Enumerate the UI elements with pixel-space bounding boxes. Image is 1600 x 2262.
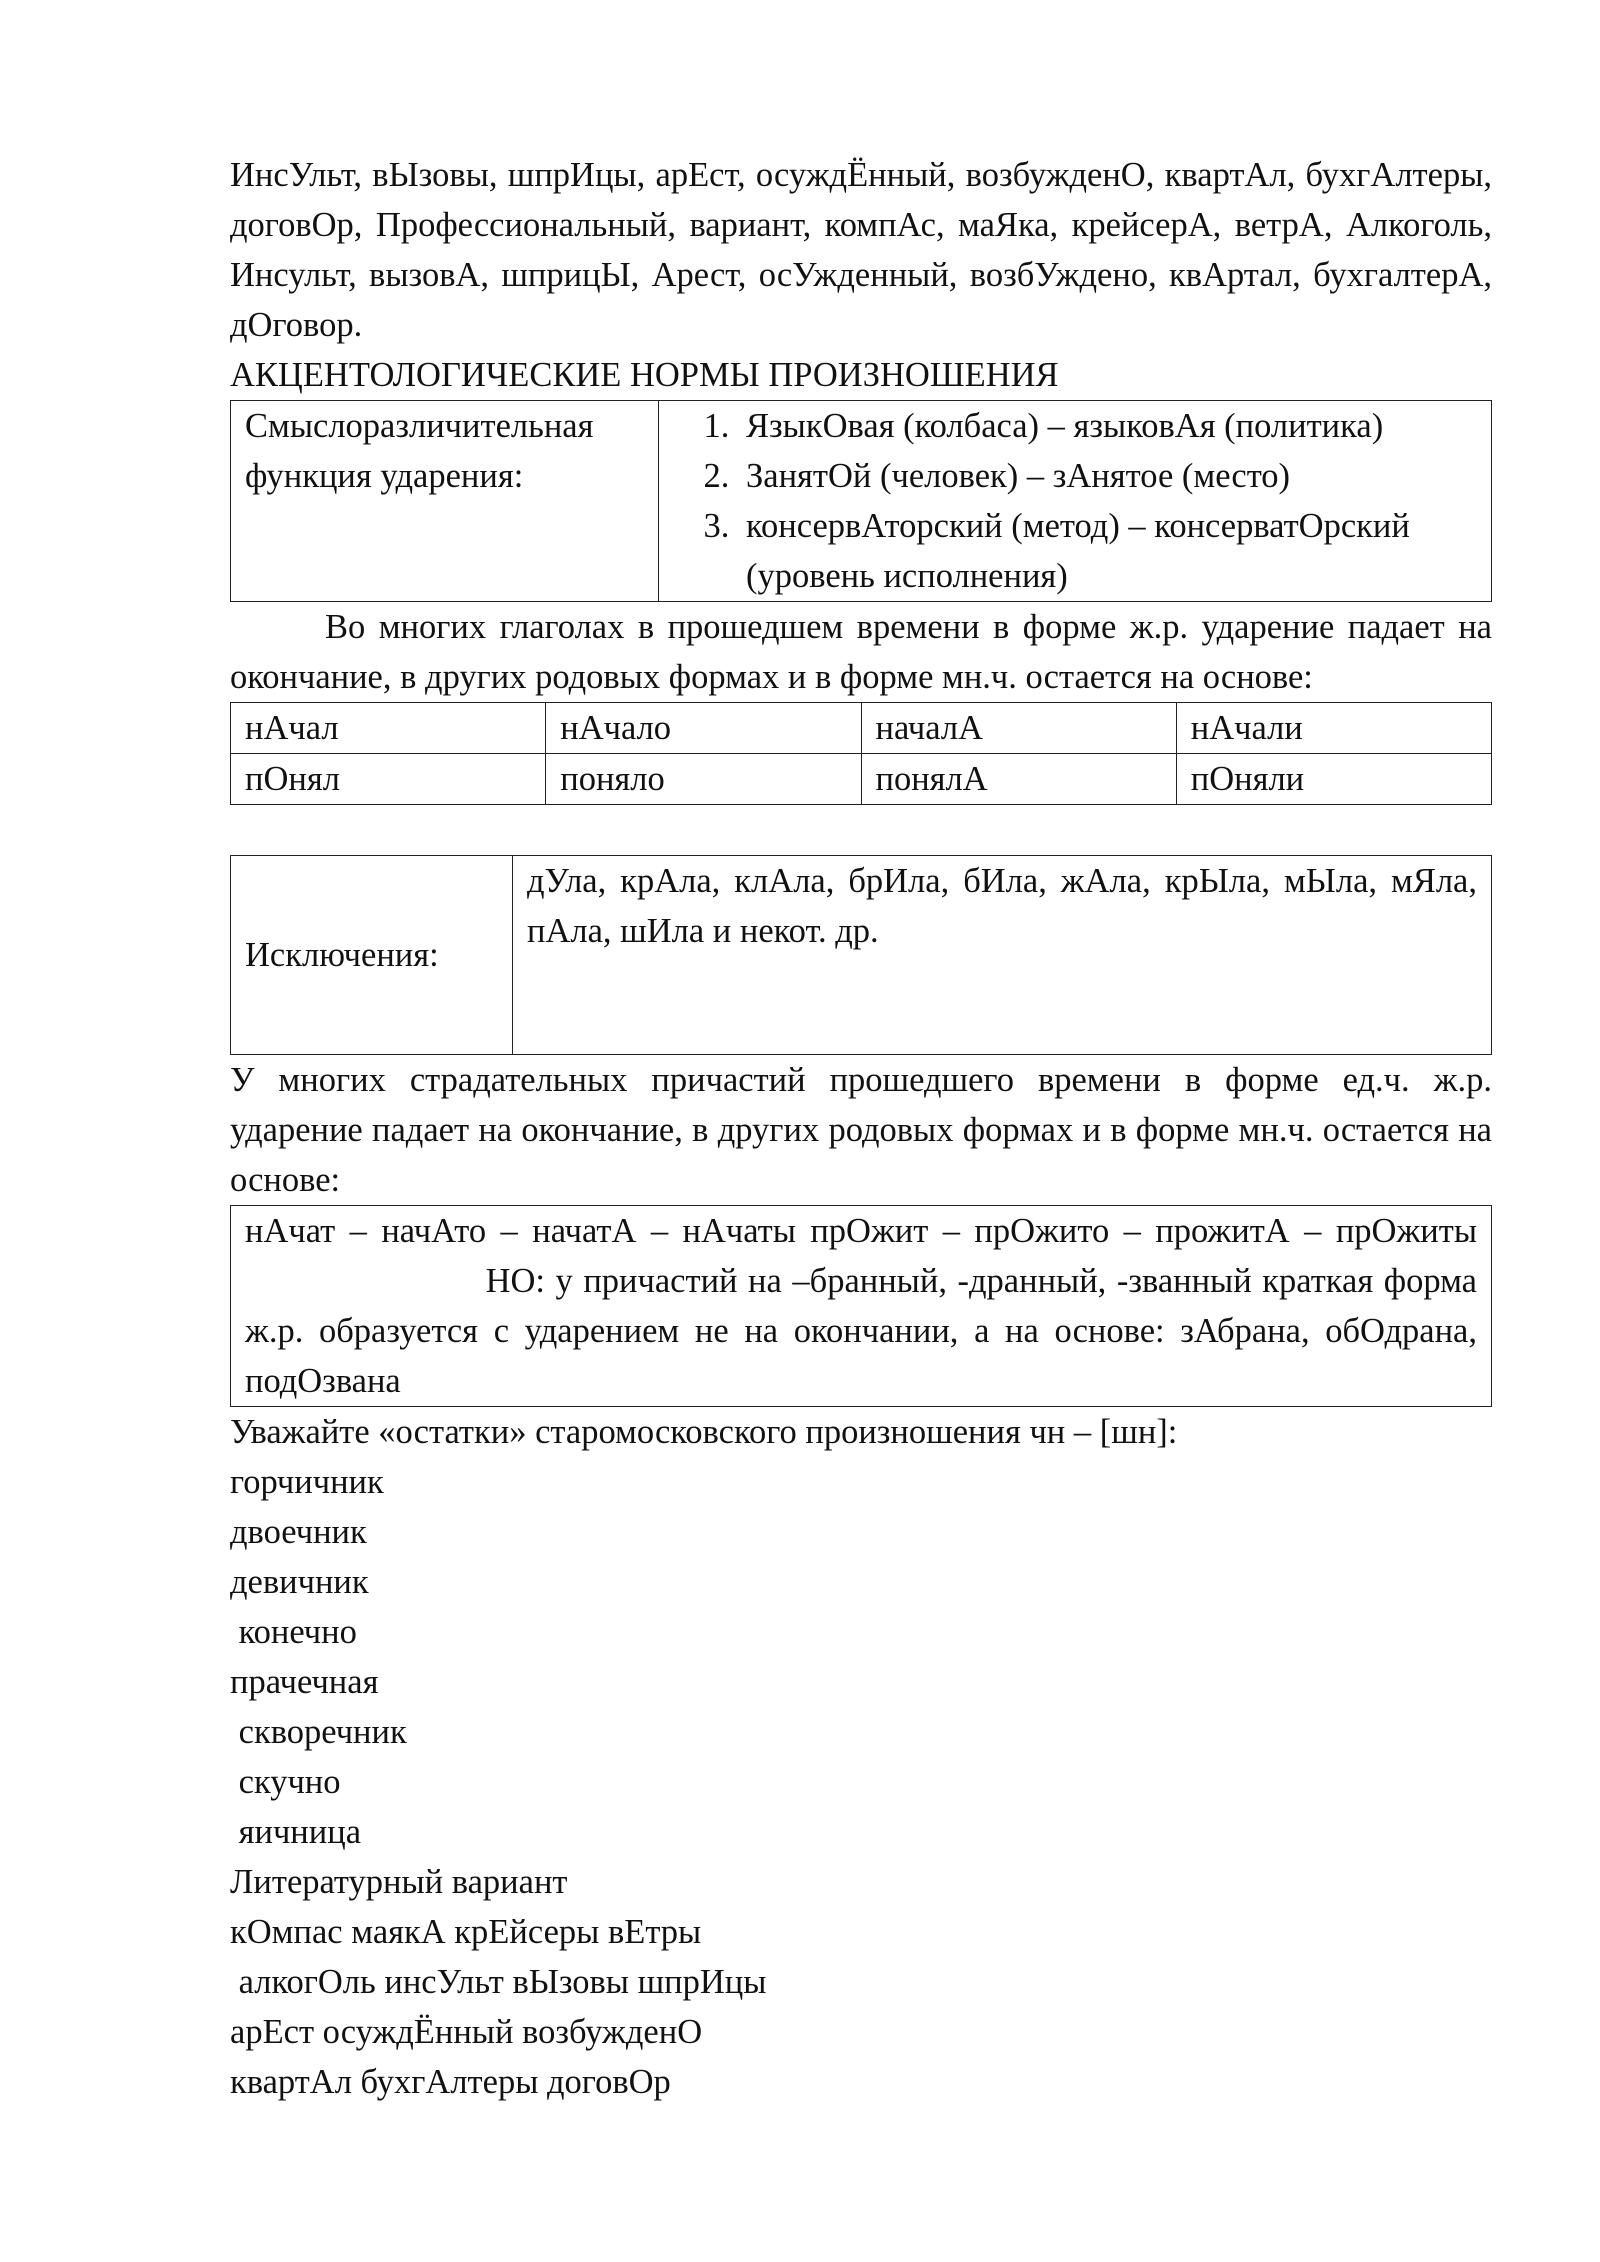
chn-heading: Уважайте «остатки» старомосковского произношения чн – [шн]: <box>230 1413 1178 1451</box>
intro-paragraph: ИнсУльт, вЫзовы, шпрИцы, арЕст, осуждЁнный, возбужденО, квартАл, бухгАлтеры, договОр, Профессиональный, вариант, компАс, маЯка, крейсерА, ветрА, Алкоголь, Инсульт, вызовА, шприцЫ, Арест, осУжденный, возбУждено, квАртал, бухгалтерА, дОговор. <box>230 156 1492 344</box>
section-heading: АКЦЕНТОЛОГИЧЕСКИЕ НОРМЫ ПРОИЗНОШЕНИЯ <box>230 356 1059 394</box>
list-item: алкогОль инсУльт вЫзовы шпрИцы <box>230 1963 767 2001</box>
table-cell: понялА <box>861 754 1176 805</box>
table-cell: пОнял <box>231 754 546 805</box>
list-item: двоечник <box>230 1513 367 1551</box>
literary-heading: Литературный вариант <box>230 1863 568 1901</box>
list-item: скучно <box>230 1763 341 1801</box>
table-cell: нАчало <box>546 703 861 754</box>
exceptions-label: Исключения: <box>231 856 513 1055</box>
list-item: кОмпас маякА крЕйсеры вЕтры <box>230 1913 702 1951</box>
list-item: девичник <box>230 1563 369 1601</box>
list-item: яичница <box>230 1813 362 1851</box>
list-item: горчичник <box>230 1463 384 1501</box>
table-cell: пОняли <box>1176 754 1491 805</box>
stress-function-label: Смыслоразличительная функция ударения: <box>231 401 659 602</box>
table-row <box>231 754 1492 805</box>
document-page <box>230 150 1492 2107</box>
table-row <box>231 703 1492 754</box>
table-cell: нАчали <box>1176 703 1491 754</box>
stress-examples-list <box>673 401 1477 601</box>
list-item: прачечная <box>230 1663 379 1701</box>
verbs-table <box>230 702 1492 805</box>
exceptions-table <box>230 855 1492 1055</box>
participles-box-text <box>231 1206 1492 1407</box>
participles-paragraph: У многих страдательных причастий прошедшего времени в форме ед.ч. ж.р. ударение падает на окончание, в других родовых формах и в форме мн.ч. остается на основе: <box>230 1061 1492 1199</box>
table-cell: поняло <box>546 754 861 805</box>
table-cell: нАчал <box>231 703 546 754</box>
table-cell: началА <box>861 703 1176 754</box>
list-item: 1. ЯзыкОвая (колбаса) – языковАя (политика) <box>738 401 1477 451</box>
stress-function-table <box>230 400 1492 602</box>
verbs-paragraph: Во многих глаголах в прошедшем времени в форме ж.р. ударение падает на окончание, в других родовых формах и в форме мн.ч. остается на основе: <box>230 608 1492 696</box>
list-item: арЕст осуждЁнный возбужденО <box>230 2013 703 2051</box>
participles-box <box>230 1205 1492 1407</box>
list-item: квартАл бухгАлтеры договОр <box>230 2063 671 2101</box>
list-item: 3. консервАторский (метод) – консерватОрский (уровень исполнения) <box>738 501 1477 601</box>
list-item: 2. ЗанятОй (человек) – зАнятое (место) <box>738 451 1477 501</box>
participles-forms: нАчат – начАто – начатА – нАчаты прОжит – прОжито – прожитА – прОжиты <box>245 1212 1477 1250</box>
stress-function-examples <box>659 401 1492 602</box>
list-item: конечно <box>230 1613 357 1651</box>
participles-note: НО: у причастий на –бранный, -дранный, -званный краткая форма ж.р. образуется с ударением не на окончании, а на основе: зАбрана, обОдрана, подОзвана <box>245 1262 1477 1400</box>
list-item: скворечник <box>230 1713 407 1751</box>
exceptions-text: дУла, крАла, клАла, брИла, бИла, жАла, крЫла, мЫла, мЯла, пАла, шИла и некот. др. <box>513 856 1492 1055</box>
